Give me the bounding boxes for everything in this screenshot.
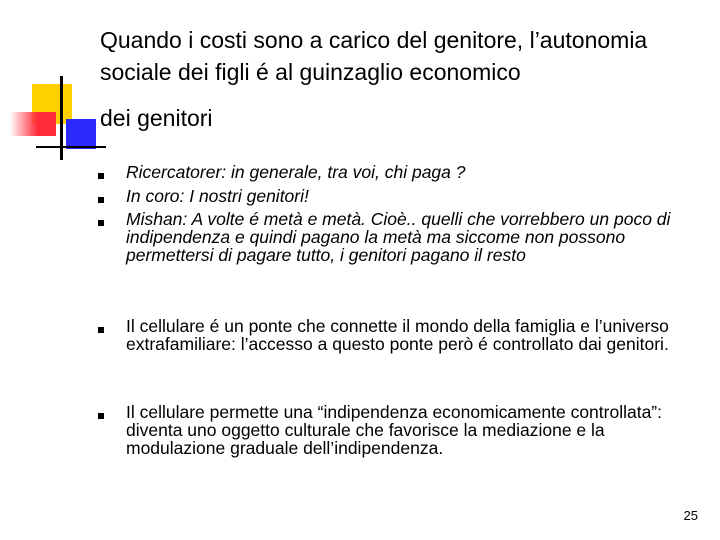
- title-line-1: Quando i costi sono a carico del genitore, l’autonomia: [100, 27, 648, 53]
- bullet-text: Ricercatorer: in generale, tra voi, chi paga ?: [126, 162, 466, 182]
- bullet-text: In coro: I nostri genitori!: [126, 186, 309, 206]
- bullet-icon: [98, 220, 104, 226]
- bullet-text: Il cellulare permette una “indipendenza economicamente controllata”: diventa uno oggetto culturale che favorisce la mediazione e la modulazione graduale dell’indipendenza.: [126, 402, 662, 458]
- bullet-icon: [98, 197, 104, 203]
- bullet-text: Mishan: A volte é metà e metà. Cioè.. quelli che vorrebbero un poco di indipendenza e quindi pagano la metà ma siccome non possono permettersi di pagare tutto, i genitori pagano il resto: [126, 209, 671, 265]
- red-bar: [10, 112, 56, 136]
- bullet-icon: [98, 413, 104, 419]
- title-line-2: sociale dei figli é al guinzaglio economico: [100, 59, 521, 85]
- bullet-text: Il cellulare é un ponte che connette il mondo della famiglia e l’universo extrafamiliare: l’accesso a questo ponte però é controllato dai genitori.: [126, 316, 669, 354]
- bullet-icon: [98, 327, 104, 333]
- slide-title: [100, 24, 700, 134]
- decorative-logo: [0, 0, 110, 170]
- blue-square: [66, 119, 96, 149]
- title-line-3: dei genitori: [100, 105, 213, 131]
- bullet-icon: [98, 173, 104, 179]
- page-number: 25: [683, 508, 698, 523]
- horizontal-rule: [36, 146, 106, 148]
